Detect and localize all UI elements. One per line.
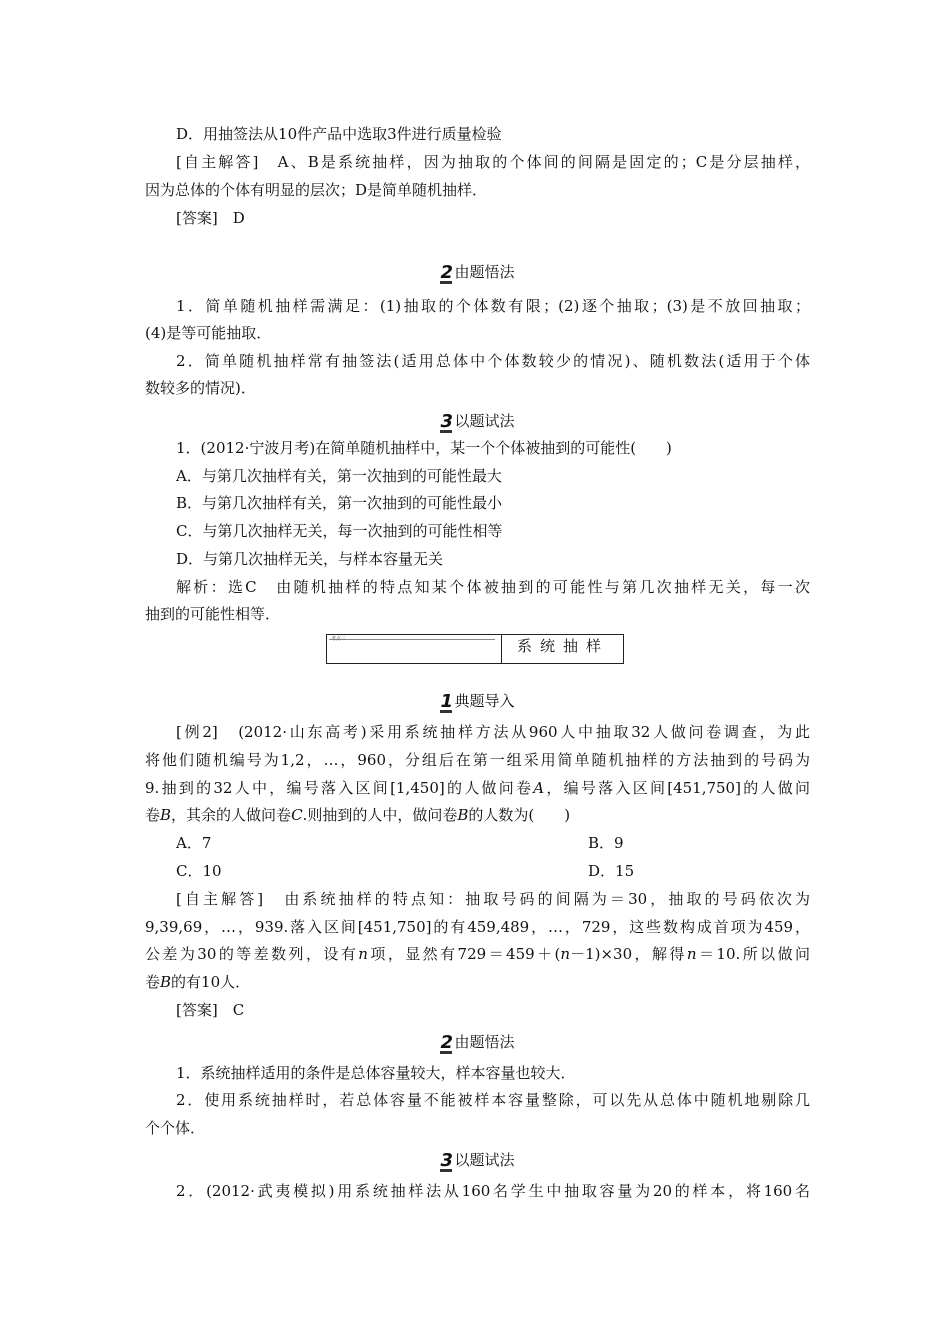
- italic-var: n: [560, 945, 571, 963]
- italic-var: B: [457, 806, 469, 824]
- heading-text: 以题试法: [454, 412, 515, 430]
- text-line: 2．使用系统抽样时，若总体容量不能被样本容量整除，可以先从总体中随机地剔除几: [176, 1091, 810, 1109]
- heading-number-icon: 2: [440, 262, 454, 283]
- heading-text: 典题导入: [454, 692, 515, 710]
- text-run: 的人数为( ): [468, 806, 571, 824]
- text-line: (4)是等可能抽取．: [145, 324, 272, 342]
- option-d: D．15: [588, 862, 635, 880]
- section-heading: [145, 690, 810, 713]
- text-run: 卷: [145, 973, 161, 991]
- italic-var: B: [160, 806, 172, 824]
- option-a: A．7: [176, 834, 212, 852]
- question-line: 1．(2012·宁波月考)在简单随机抽样中，某一个个体被抽到的可能性( ): [176, 439, 672, 457]
- italic-var: n: [358, 945, 368, 963]
- heading-number-icon: 3: [440, 411, 454, 432]
- solution-line: [145, 944, 810, 964]
- text-run: 9.抽到的32人中，编号落入区间[1,450]的人做问卷: [145, 779, 534, 797]
- heading-number-icon: 3: [440, 1150, 454, 1171]
- option-line: C．与第几次抽样无关，每一次抽到的可能性相等: [176, 522, 503, 540]
- option-line: D．与第几次抽样无关，与样本容量无关: [176, 550, 444, 568]
- text-run: ，编号落入区间[451,750]的人做问: [544, 779, 810, 797]
- options-row: [176, 833, 810, 853]
- text-run: 公差为30的等差数列，设有: [145, 945, 359, 963]
- example-line: [145, 805, 810, 825]
- text-run: －1)×30，解得: [570, 945, 687, 963]
- text-run: 项，显然有729＝459＋(: [367, 945, 561, 963]
- text-run: ，其余的人做问卷: [171, 806, 292, 824]
- text-run: .则抽到的人中，做问卷: [302, 806, 458, 824]
- option-line: B．与第几次抽样有关，第一次抽到的可能性最小: [176, 494, 503, 512]
- heading-text: 由题悟法: [454, 263, 515, 281]
- italic-var: C: [291, 806, 303, 824]
- text-line: 1．简单随机抽样需满足：(1)抽取的个体数有限；(2)逐个抽取；(3)是不放回抽取；: [176, 297, 810, 315]
- option-c: C．10: [176, 862, 222, 880]
- solution-line: [自主解答] 由系统抽样的特点知：抽取号码的间隔为＝30，抽取的号码依次为: [176, 890, 810, 908]
- box-rule: [329, 639, 495, 640]
- example-line: 将他们随机编号为1,2，…，960，分组后在第一组采用简单随机抽样的方法抽到的号码为: [145, 751, 810, 769]
- analysis-line: 解析：选C 由随机抽样的特点知某个体被抽到的可能性与第几次抽样无关，每一次: [176, 578, 810, 596]
- options-row: [176, 861, 810, 881]
- italic-var: B: [160, 973, 172, 991]
- example-line: [145, 778, 810, 798]
- heading-number-icon: 2: [440, 1032, 454, 1053]
- section-heading: [145, 1149, 810, 1172]
- italic-var: A: [533, 779, 545, 797]
- example-line: [例2] (2012·山东高考)采用系统抽样方法从960人中抽取32人做问卷调查，为此: [176, 723, 810, 741]
- text-run: 的有10人．: [171, 973, 251, 991]
- box-label-cell: [327, 635, 502, 663]
- solution-line: [145, 972, 810, 992]
- heading-number-icon: 1: [440, 691, 454, 712]
- solution-line: 9,39,69，…，939.落入区间[451,750]的有459,489，…，729，这些数构成首项为459，: [145, 918, 810, 936]
- section-heading: [145, 1031, 810, 1054]
- text-line: 2．简单随机抽样常有抽签法(适用总体中个体数较少的情况)、随机数法(适用于个体: [176, 352, 810, 370]
- section-heading: [145, 261, 810, 284]
- text-line: 1．系统抽样适用的条件是总体容量较大，样本容量也较大．: [176, 1064, 576, 1082]
- heading-text: 以题试法: [454, 1151, 515, 1169]
- analysis-line: 抽到的可能性相等．: [145, 605, 281, 623]
- text-run: ＝10.所以做问: [696, 945, 810, 963]
- italic-var: n: [686, 945, 697, 963]
- solution-line: 因为总体的个体有明显的层次；D是简单随机抽样．: [145, 181, 488, 199]
- heading-text: 由题悟法: [454, 1033, 515, 1051]
- option-b: B．9: [588, 834, 624, 852]
- solution-line: [自主解答] A、B是系统抽样，因为抽取的个体间的间隔是固定的；C是分层抽样，: [176, 153, 810, 171]
- text-line: 个个体．: [145, 1119, 206, 1137]
- text-run: 卷: [145, 806, 161, 824]
- section-heading: [145, 410, 810, 433]
- section-title-box: [326, 634, 624, 664]
- box-tiny-label: 考点三: [331, 636, 347, 642]
- question-line: 2．(2012·武夷模拟)用系统抽样法从160名学生中抽取容量为20的样本，将160名: [176, 1182, 810, 1200]
- option-d-line: D．用抽签法从10件产品中选取3件进行质量检验: [176, 125, 502, 143]
- text-line: 数较多的情况)．: [145, 379, 256, 397]
- box-title: 系统抽样: [516, 637, 609, 655]
- option-line: A．与第几次抽样有关，第一次抽到的可能性最大: [176, 467, 502, 485]
- answer-line: [答案] D: [176, 209, 245, 227]
- answer-line: [答案] C: [176, 1001, 245, 1019]
